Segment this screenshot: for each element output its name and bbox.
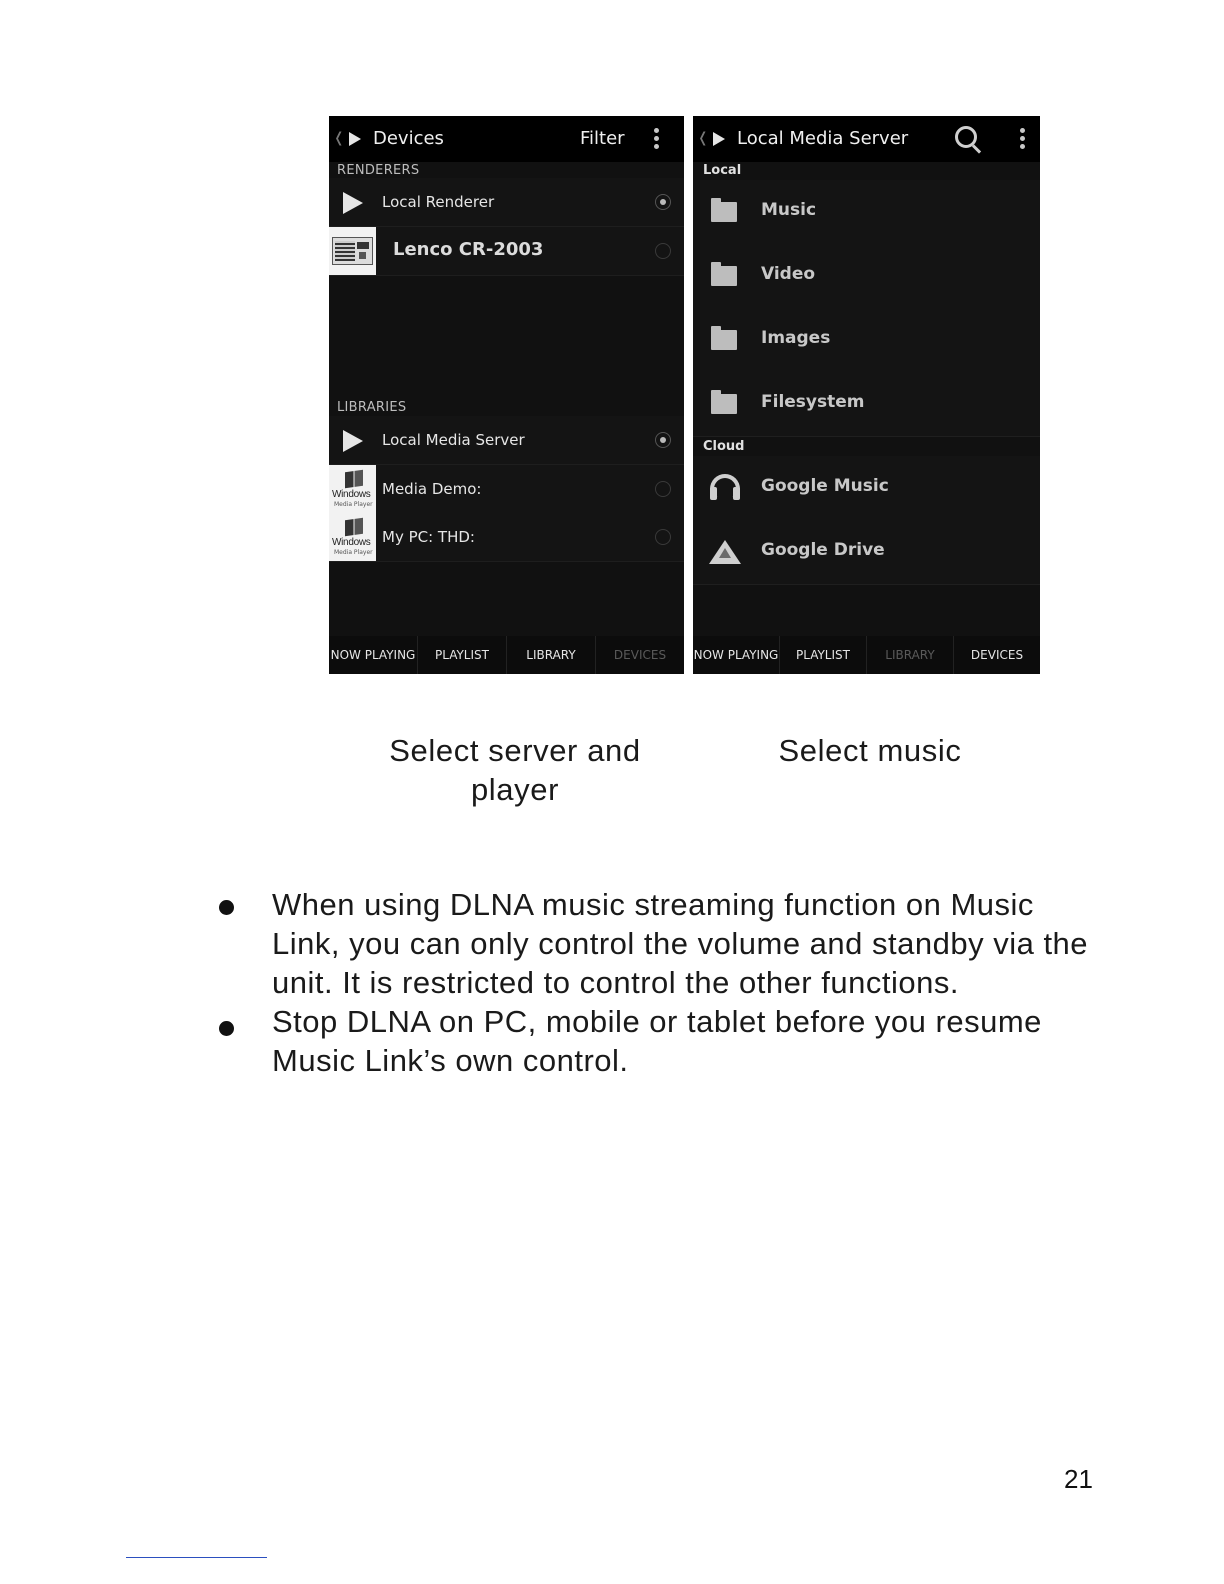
bullet-item bbox=[272, 885, 1102, 1002]
caption-right: Select music bbox=[778, 733, 962, 768]
footer-rule bbox=[126, 1557, 267, 1558]
screen-title: Devices bbox=[373, 128, 444, 149]
bullet-item bbox=[272, 1002, 1102, 1080]
action-bar bbox=[329, 116, 684, 162]
library-screenshot bbox=[693, 116, 1040, 674]
radio-selected-icon[interactable] bbox=[655, 432, 671, 448]
tab-now-playing[interactable]: NOW PLAYING bbox=[329, 636, 418, 674]
app-play-icon bbox=[713, 132, 725, 146]
tab-library[interactable]: LIBRARY bbox=[507, 636, 596, 674]
bullet-dot-icon bbox=[219, 1021, 234, 1036]
google-drive-icon bbox=[709, 540, 741, 564]
library-item-google-drive[interactable] bbox=[693, 520, 1040, 585]
headphones-icon bbox=[710, 474, 736, 500]
filter-button[interactable]: Filter bbox=[580, 128, 625, 149]
library-item-label: Filesystem bbox=[761, 392, 865, 412]
tab-library[interactable]: LIBRARY bbox=[867, 636, 954, 674]
screen-title: Local Media Server bbox=[737, 128, 909, 149]
bullet-text: Stop DLNA on PC, mobile or tablet before you resume Music Link’s own control. bbox=[272, 1004, 1042, 1078]
back-chevron-icon[interactable]: ❬ bbox=[333, 130, 345, 146]
local-header: Local bbox=[703, 163, 742, 178]
libraries-header: LIBRARIES bbox=[337, 400, 407, 415]
folder-icon bbox=[711, 394, 737, 414]
library-label: Local Media Server bbox=[382, 431, 525, 449]
caption-left-line1: Select server and bbox=[389, 733, 641, 768]
library-item-label: Music bbox=[761, 200, 817, 220]
bullet-text: When using DLNA music streaming function on Music Link, you can only control the volume and standby via the unit. It is restricted to control the other functions. bbox=[272, 887, 1089, 1000]
radio-unselected-icon[interactable] bbox=[655, 481, 671, 497]
bottom-tab-bar bbox=[329, 636, 684, 674]
renderers-header: RENDERERS bbox=[337, 163, 420, 178]
cloud-header: Cloud bbox=[703, 439, 745, 454]
library-media-demo[interactable] bbox=[329, 465, 684, 514]
caption-left bbox=[360, 731, 670, 809]
page-number: 21 bbox=[1064, 1464, 1093, 1494]
library-item-images[interactable] bbox=[693, 308, 1040, 373]
play-icon bbox=[343, 430, 363, 452]
library-local-media-server[interactable] bbox=[329, 416, 684, 465]
search-icon[interactable] bbox=[955, 126, 977, 148]
windows-media-player-logo: Windows Media Player bbox=[329, 513, 376, 561]
library-item-label: Images bbox=[761, 328, 831, 348]
tab-devices[interactable]: DEVICES bbox=[613, 648, 667, 662]
folder-icon bbox=[711, 202, 737, 222]
overflow-menu-icon[interactable] bbox=[654, 128, 660, 150]
renderer-local[interactable] bbox=[329, 178, 684, 227]
play-icon bbox=[343, 192, 363, 214]
radio-unselected-icon[interactable] bbox=[655, 529, 671, 545]
library-item-label: Google Drive bbox=[761, 540, 885, 560]
renderer-label: Local Renderer bbox=[382, 193, 495, 211]
renderer-label: Lenco CR-2003 bbox=[393, 239, 544, 260]
tab-now-playing[interactable]: NOW PLAYING bbox=[693, 636, 780, 674]
caption-left-line2: player bbox=[470, 772, 560, 807]
bullet-dot-icon bbox=[219, 900, 234, 915]
library-my-pc[interactable] bbox=[329, 513, 684, 562]
lenco-radio-thumbnail bbox=[329, 227, 376, 275]
folder-icon bbox=[711, 330, 737, 350]
library-item-google-music[interactable] bbox=[693, 456, 1040, 521]
app-play-icon bbox=[349, 132, 361, 146]
overflow-menu-icon[interactable] bbox=[1020, 128, 1026, 150]
library-item-label: Video bbox=[761, 264, 816, 284]
radio-selected-icon[interactable] bbox=[655, 194, 671, 210]
tab-playlist[interactable]: PLAYLIST bbox=[418, 636, 507, 674]
tab-playlist[interactable]: PLAYLIST bbox=[780, 636, 867, 674]
radio-unselected-icon[interactable] bbox=[655, 243, 671, 259]
library-label: My PC: THD: bbox=[382, 528, 475, 546]
tab-devices[interactable]: DEVICES bbox=[970, 648, 1024, 662]
bullet-list bbox=[272, 885, 1102, 1080]
devices-screenshot bbox=[329, 116, 684, 674]
library-item-video[interactable] bbox=[693, 244, 1040, 309]
library-item-label: Google Music bbox=[761, 476, 889, 496]
library-label: Media Demo: bbox=[382, 480, 482, 498]
library-item-music[interactable] bbox=[693, 180, 1040, 245]
renderer-lenco[interactable] bbox=[329, 227, 684, 276]
bottom-tab-bar bbox=[693, 636, 1040, 674]
windows-media-player-logo: Windows Media Player bbox=[329, 465, 376, 513]
action-bar bbox=[693, 116, 1040, 162]
folder-icon bbox=[711, 266, 737, 286]
library-item-filesystem[interactable] bbox=[693, 372, 1040, 437]
back-chevron-icon[interactable]: ❬ bbox=[697, 130, 709, 146]
